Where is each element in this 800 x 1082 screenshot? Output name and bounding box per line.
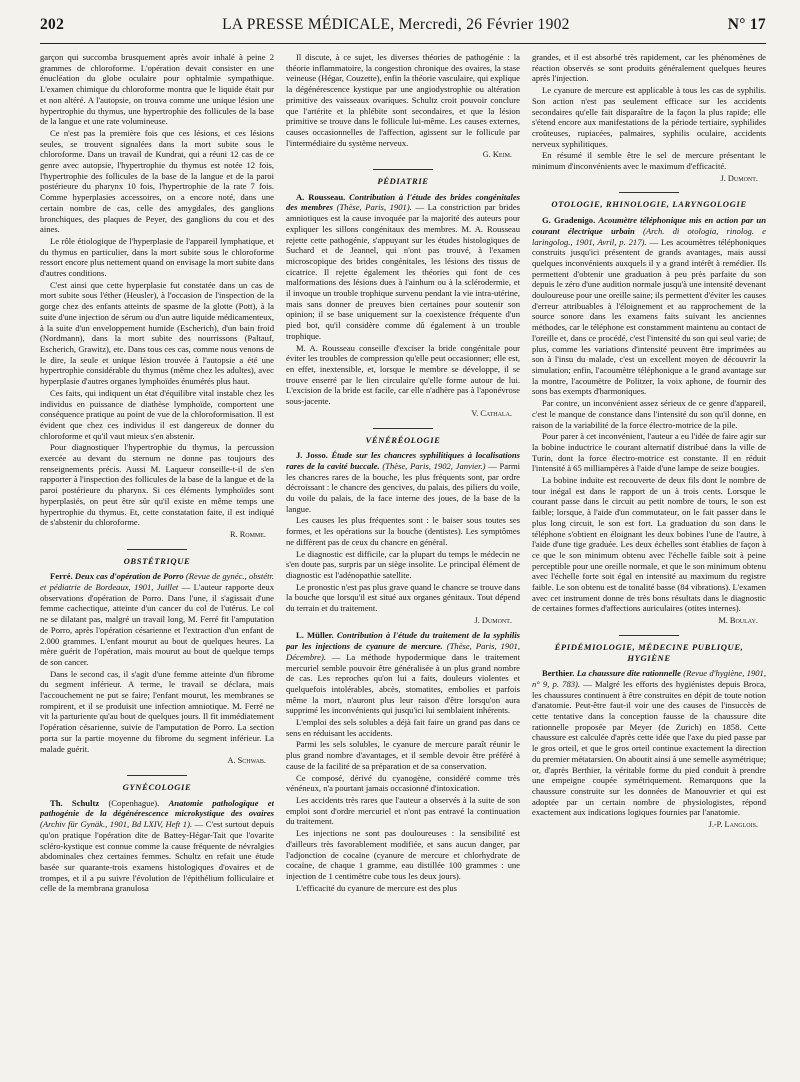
paragraph: Pour parer à cet inconvénient, l'auteur a eu l'idée de faire agir sur la bobine inductrice le courant alternatif distribué dans la ville de Turin, dont la force électro-motrice est constante. Il en réduit l'intensité à 65 milliampères à l'aide d'une lampe de seize bougies. — [532, 431, 766, 474]
section-heading: OBSTÉTRIQUE — [40, 549, 274, 567]
article-body: — Parmi les chancres rares de la bouche, les plus fréquents sont, par ordre décroissant : le chancre des gencives, du palais, des piliers du voile, du voile du palais, de la face interne des joues, de la base de la langue. — [286, 460, 520, 514]
paragraph: Les injections ne sont pas douloureuses : la sensibilité est d'ailleurs très favorablement modifiée, et sans aucun danger, par l'adjonction de cocaïne (cyanure de mercure et chlorhydrate de cocaïne, de chaque 1 gramme, eau distillée 100 grammes : une injection de 1 centimètre cube tous les deux jours). — [286, 828, 520, 881]
paragraph: Ces faits, qui indiquent un état d'équilibre vital instable chez les individus en puissance de diathèse lymphoïde, comportent une conséquence pratique au point de vue de la chloroformisation. Il est évident que chez ces individus il est dangereux de donner du chloroforme et qu'il vaut mieux s'en abstenir. — [40, 387, 274, 441]
article-title: Anatomie pathologique et pathogénie de la dégénérescence microkystique des ovaires — [40, 797, 274, 819]
paragraph: Ce composé, dérivé du cyanogène, considéré comme très vénéneux, n'a pourtant jamais occasionné d'intoxication. — [286, 772, 520, 794]
paragraph: En résumé il semble être le sel de mercure présentant le minimum d'inconvénients avec le maximum d'efficacité. — [532, 150, 766, 172]
article-columns — [40, 52, 768, 1076]
article-source: (Revue de gynéc., obstétr. et pédiatrie de Bordeaux, 1901, Juillet — [40, 571, 274, 593]
paragraph: Dans le second cas, il s'agit d'une femme atteinte d'un fibrome du segment inférieur. A terme, le travail se déclara, mais l'accouchement ne put se faire; l'enfant mourut, les membranes se rompirent, et il se produisit une infection amniotique. M. Ferré ne vit la parturiente qu'au bout de quelques jours. Il fit immédiatement l'opération césarienne, suivie de l'amputation de Porro. La section porta sur la partie moyenne du fibrome du segment inférieur. La malade guérit. — [40, 668, 274, 754]
article-source: (Revue d'hygiène, 1901, n° 9, p. 783). — [532, 668, 766, 689]
article-body: — La méthode hypodermique dans le traitement mercuriel semble pouvoir être généralisée à un plus grand nombre de cas. Les reproches qu'on lui a faits, douleurs violentes et quelquefois intolérables, abcès, stomatites, embolies et parfois même la mort, n'auront plus leur raison d'être lorsqu'on aura supprimé les inconvénients qui jusqu'ici lui semblaient inhérents. — [286, 651, 520, 716]
signature: J. Dumont. — [474, 615, 512, 625]
article-affiliation: (Copenhague). — [108, 797, 160, 808]
signature: J.-P. Langlois. — [708, 820, 758, 830]
signature: J. Dumont. — [720, 173, 758, 183]
article-body: — L'auteur rapporte deux observations d'opération de Porro. Dans l'une, il s'agissait d'une femme cachectique, atteinte d'un cancer du col de l'utérus. Le col ne se dilatant pas, malgré un travail long, M. Ferré fit l'amputation de Porro, après l'opération césarienne et l'extraction d'un enfant de 2.000 grammes. L'enfant mourut au bout de quelques heures. La mère guérit de l'opération, mais mourut au bout de quelque temps de son cancer. — [40, 582, 274, 667]
section-heading: VÉNÉRÉOLOGIE — [286, 428, 520, 446]
page-header — [40, 16, 766, 38]
article-source: (Thèse, Paris, 1901). — [336, 202, 412, 213]
article-body: — La constriction par brides amniotiques est la cause invoquée par la majorité des auteurs pour expliquer les sillons congénitaux des membres. M. A. Rousseau rejette cette pathogénie, s'appuyant sur les études histologiques de Suchard et de Jeannel, qui n'ont pas trouvé, à l'examen microscopique des brides congénitales, les lésions des tissus de cicatrice. Il rejette également les théories qui font de ces malformations des lésions dues à l'ainhum ou à la sclérodermie, et il invoque un trouble trophique survenu pendant la vie intra-utérine, mais sans donner de preuves bien certaines pour soutenir son opinion; il se base uniquement sur la coexistence fréquente d'un pied bot, qu'il considère comme dû également à un trouble trophique. — [286, 202, 520, 341]
signature: M. Boulay. — [718, 616, 758, 626]
section-heading: GYNÉCOLOGIE — [40, 775, 274, 793]
article-title: Contribution à l'étude des brides congénitales des membres — [286, 191, 520, 213]
article-entry — [532, 668, 766, 818]
paragraph: Par contre, un inconvénient assez sérieux de ce genre d'appareil, c'est le manque de constance dans l'intensité du son qu'il donne, en raison de la variabilité de la force électro-motrice de la pile. — [532, 398, 766, 430]
article-body: — Malgré les efforts des hygiénistes depuis Broca, les chaussures continuent à être construites en dépit de toute notion d'anatomie. Peut-être faut-il voir une des causes de l'insuccès de cette tentative dans la conception fausse de la chaussure dite rationnelle proposée par Meyer (de Zurich) en 1858. Cette chaussure est calculée d'après cette idée que l'axe du pied passe par le gros orteil, et que le gros orteil continue exactement la direction du premier métatarsien. On aboutit ainsi à une semelle asymétrique; or, d'après Berthier, la véritable forme du pied conduit à prendre une empeigne coupée symétriquement. Remarquons que la chaussure construite sur les données de Manouvrier et qui est adoptée par un certain nombre de physiologistes, répond exactement aux indications logiques fournies par l'anatomie. — [532, 678, 766, 818]
paragraph: Pour diagnostiquer l'hypertrophie du thymus, la percussion exercée au devant du sternum ne donne pas toujours des renseignements précis. Aussi M. Laqueur conseille-t-il de s'en rapporter à l'inspection des follicules de la base de la langue et de la paroi postérieure du pharynx. Si ces éléments lymphoïdes sont hyperplasiés, on peut être sûr qu'il existe en même temps une hypertrophie du thymus. Et, cette constatation faite, il est indiqué de s'abstenir du chloroforme. — [40, 442, 274, 528]
signature: G. Keim. — [482, 150, 512, 160]
article-author: Th. Schultz — [50, 797, 100, 808]
paragraph: Le pronostic n'est pas plus grave quand le chancre se trouve dans la bouche que lorsqu'il est situé aux organes génitaux. Tout dépend du terrain et du traitement. — [286, 581, 520, 614]
paragraph: garçon qui succomba brusquement après avoir inhalé à peine 2 grammes de chloroforme. L'opération devait consister en une énucléation du globe oculaire pour ophtalmie sympathique. L'examen chimique du chloroforme montra que le liquide était pur et non altéré. A l'autopsie, on trouva comme une unique lésion une hypertrophie du thymus, une hypertrophie des follicules de la base de la langue et une rate volumineuse. — [40, 52, 274, 127]
article-title: La chaussure dite rationnelle — [576, 668, 681, 679]
article-entry — [40, 798, 274, 894]
article-entry — [40, 571, 274, 667]
article-source: (Thèse, Paris, 1901, Décembre). — [286, 641, 520, 662]
journal-title: LA PRESSE MÉDICALE, Mercredi, 26 Février 1902 — [222, 16, 570, 33]
issue-number: N° 17 — [727, 16, 766, 33]
signature: R. Romme. — [230, 529, 266, 539]
paragraph: Les causes les plus fréquentes sont : le baiser sous toutes ses formes, et les opérations sur la bouche (dentistes). Les symptômes ne diffèrent pas de ceux du chancre en général. — [286, 515, 520, 547]
article-source: (Thèse, Paris, 1902, Janvier.) — [382, 460, 486, 471]
article-title: Deux cas d'opération de Porro — [74, 571, 184, 582]
article-title: Contribution à l'étude du traitement de la syphilis par les injections de cyanure de mercure. — [286, 630, 520, 652]
paragraph: Les accidents très rares que l'auteur a observés à la suite de son emploi sont d'ordre mercuriel et n'ont pas entravé la continuation du traitement. — [286, 795, 520, 827]
signature: A. Schwab. — [227, 756, 266, 766]
paragraph: M. A. Rousseau conseille d'exciser la bride congénitale pour éviter les troubles de compression qu'elle peut occasionner; elle est, en effet, inextensible, et, lorsque le membre se développe, il se trouve enserré par le lien circulaire qu'elle forme autour de lui. L'excision de la bride est facile, car elle n'adhère pas à l'aponévrose sous-jacente. — [286, 342, 520, 407]
paragraph: La bobine induite est recouverte de deux fils dont le nombre de tour inégal est dans le rapport de un à trois cents. Lorsque le courant passe dans le circuit au petit nombre de tours, le son est faible; lorsque, à l'aide d'un commutateur, on le fait passer dans le plus long circuit, le son est fort. La graduation du son dans le téléphone s'obtient en éloignant les deux bobines l'une de l'autre, à l'aide d'une tige graduée. Les deux échelles sont établies de façon à ce que le son minimum obtenu avec l'échelle faible soit à peine perceptible pour une oreille normale, et que le son minimum obtenu avec l'échelle forte soit égal en intensité au maximum du registre faible. Le son obtenu est de tonalité basse (84 vibrations). L'examen avec cet instrument donne de très bons résultats dans le diagnostic de certaines formes d'affections auriculaires (otites internes). — [532, 475, 766, 614]
article-author: Ferré. — [50, 571, 73, 582]
article-source: (Archiv für Gynäk., 1901, Bd LXIV, Heft 1). — [40, 819, 193, 830]
paragraph: Ce n'est pas la première fois que ces lésions, et ces lésions seules, se trouvent signalées dans la mort subite sous le chloroforme. Dans un travail de Kundrat, qui a réuni 12 cas de ce genre avec autopsie, l'hypertrophie du thymus est notée 12 fois, l'hypertrophie des follicules de la base de la langue et de la paroi postérieure du pharynx 10 fois, l'hypertrophie de la rate 7 fois. Comme hyperplasies accessoires, on a encore noté, dans une certain nombre de cas, celle des amygdales, des ganglions bronchiques, des plaques de Peyer, des ganglions du cou et des aines. — [40, 127, 274, 235]
paragraph: Le rôle étiologique de l'hyperplasie de l'appareil lymphatique, et du thymus en particulier, dans la mort subite sous le chloroforme ressort encore plus nettement quand on envisage la mort subite dans d'autres conditions. — [40, 235, 274, 279]
page-number: 202 — [40, 16, 65, 33]
article-title: Étude sur les chancres syphilitiques à localisations rares de la cavité buccale. — [286, 450, 520, 471]
article-entry — [286, 450, 520, 514]
article-entry — [286, 630, 520, 716]
paragraph: Parmi les sels solubles, le cyanure de mercure paraît réunir le plus grand nombre d'avantages, et il semble devoir être préféré à cause de la facilité de sa préparation et de sa conservation. — [286, 739, 520, 771]
column-1 — [40, 52, 274, 1076]
paragraph: C'est ainsi que cette hyperplasie fut constatée dans un cas de mort subite sous l'éther (Heusler), à l'occasion de l'inspection de la gorge chez des enfants atteints de spasme de la glotte (Pott), à la suite d'une injection de sérum ou d'un autre liquide médicamenteux, à la suite d'un enveloppement humide (Escherich), d'un bain froid (Nordmann), dans la mort subite des nourrissons (Paltauf, Escherich, Grawitz), etc. Dans tous ces cas, comme nous venons de le dire, la seule et unique lésion trouvée à l'autopsie a été une hypertrophie considérable du thymus (même chez les adultes), avec hyperplasie d'autres organes lymphoïdes énumérés plus haut. — [40, 279, 274, 387]
paragraph: grandes, et il est absorbé très rapidement, car les phénomènes de réaction observés se sont produits généralement quelques heures après l'injection. — [532, 52, 766, 84]
column-2 — [286, 52, 520, 1076]
article-author: G. Gradenigo. — [542, 215, 596, 226]
article-author: Berthier. — [542, 668, 575, 679]
article-author: J. Josso. — [296, 450, 328, 461]
section-heading: PÉDIATRIE — [286, 169, 520, 187]
article-body: — C'est surtout depuis qu'on pratique l'opération dite de Battey-Hégar-Tait que l'ovarite scléro-kystique est connue comme la cause fréquente de névralgies abdominales chez certaines femmes. Schultz en refait une étude basée sur quarante-trois examens histologiques d'ovaires et de trompes, et il a pu suivre l'évolution de l'épithélium folliculaire et celle de la membrana granulosa — [40, 819, 274, 894]
article-entry — [286, 192, 520, 342]
header-rule — [40, 43, 766, 44]
article-entry — [532, 215, 766, 397]
paragraph: L'efficacité du cyanure de mercure est des plus — [296, 882, 458, 893]
signature: V. Cathala. — [471, 408, 512, 418]
paragraph: L'emploi des sels solubles a déjà fait faire un grand pas dans ce sens en réduisant les accidents. — [286, 717, 520, 738]
paragraph: Le diagnostic est difficile, car la plupart du temps le médecin ne s'en doute pas, surpris par un siège insolite. Le principal élément de diagnostic est l'adénopathie satellite. — [286, 548, 520, 580]
article-source: (Arch. di otologia, rinolog. e laringolog., 1901, Avril, p. 217). — [532, 225, 766, 247]
article-author: L. Müller. — [296, 630, 334, 641]
article-body: — Les acoumètres téléphoniques construits jusqu'ici présentent de grands avantages, mais aussi quelques inconvénients auxquels il y a grand intérêt à remédier. Ils permettent d'obtenir une graduation à peu près parfaite du son depuis le zéro d'une audition normale jusqu'à une intensité devenant douloureuse pour une oreille saine; ils permettent d'éviter les causes d'erreur attribuables à l'éloignement et au rapprochement de la source sonore dans les examens faits suivant les anciennes méthodes, car le téléphone est constamment maintenu au contact de l'oreille et, dans ce procédé, c'est l'intensité du son qui seul varie; de plus, comme les variations d'intensité peuvent être imprimées au son à l'insu du malade, c'est un excellent moyen de découvrir la simulation; enfin, l'acoumètre téléphonique a le grand avantage sur la montre, l'acoumètre de Politzer, la voix aphone, de fournir des sons bas exempts d'harmoniques. — [532, 236, 766, 397]
section-heading: OTOLOGIE, RHINOLOGIE, LARYNGOLOGIE — [532, 192, 766, 210]
section-heading: ÉPIDÉMIOLOGIE, MÉDECINE PUBLIQUE, HYGIÈNE — [532, 635, 766, 663]
paragraph: Il discute, à ce sujet, les diverses théories de pathogénie : la théorie inflammatoire, la congestion chronique des ovaires, la stase veineuse (Hégar, Couzette), enfin la théorie vasculaire, qui explique la dégénérescence kystique par une angiodystrophie ou altération primitive des vaisseaux ovariques. Schultz croit pouvoir conclure que l'artérite et la phlébite sont secondaires, et que la lésion primitive se trouve dans le follicule lui-même. Les causes externes, causes occasionnelles de l'affection, agissent sur le follicule par l'intermédiaire du système nerveux. — [286, 52, 520, 148]
paragraph: Le cyanure de mercure est applicable à tous les cas de syphilis. Son action n'est pas seulement efficace sur les accidents secondaires qu'elle fait disparaître de la façon la plus rapide; elle s'étend encore aux manifestations de la période tertiaire, syphilides croûteuses, rupiacées, palmaires, syphilis oculaire, accidents nerveux syphilitiques. — [532, 85, 766, 149]
article-title: Acoumètre téléphonique mis en action par un courant électrique urbain — [532, 215, 766, 236]
column-3 — [532, 52, 766, 1076]
article-author: A. Rousseau. — [296, 191, 346, 202]
